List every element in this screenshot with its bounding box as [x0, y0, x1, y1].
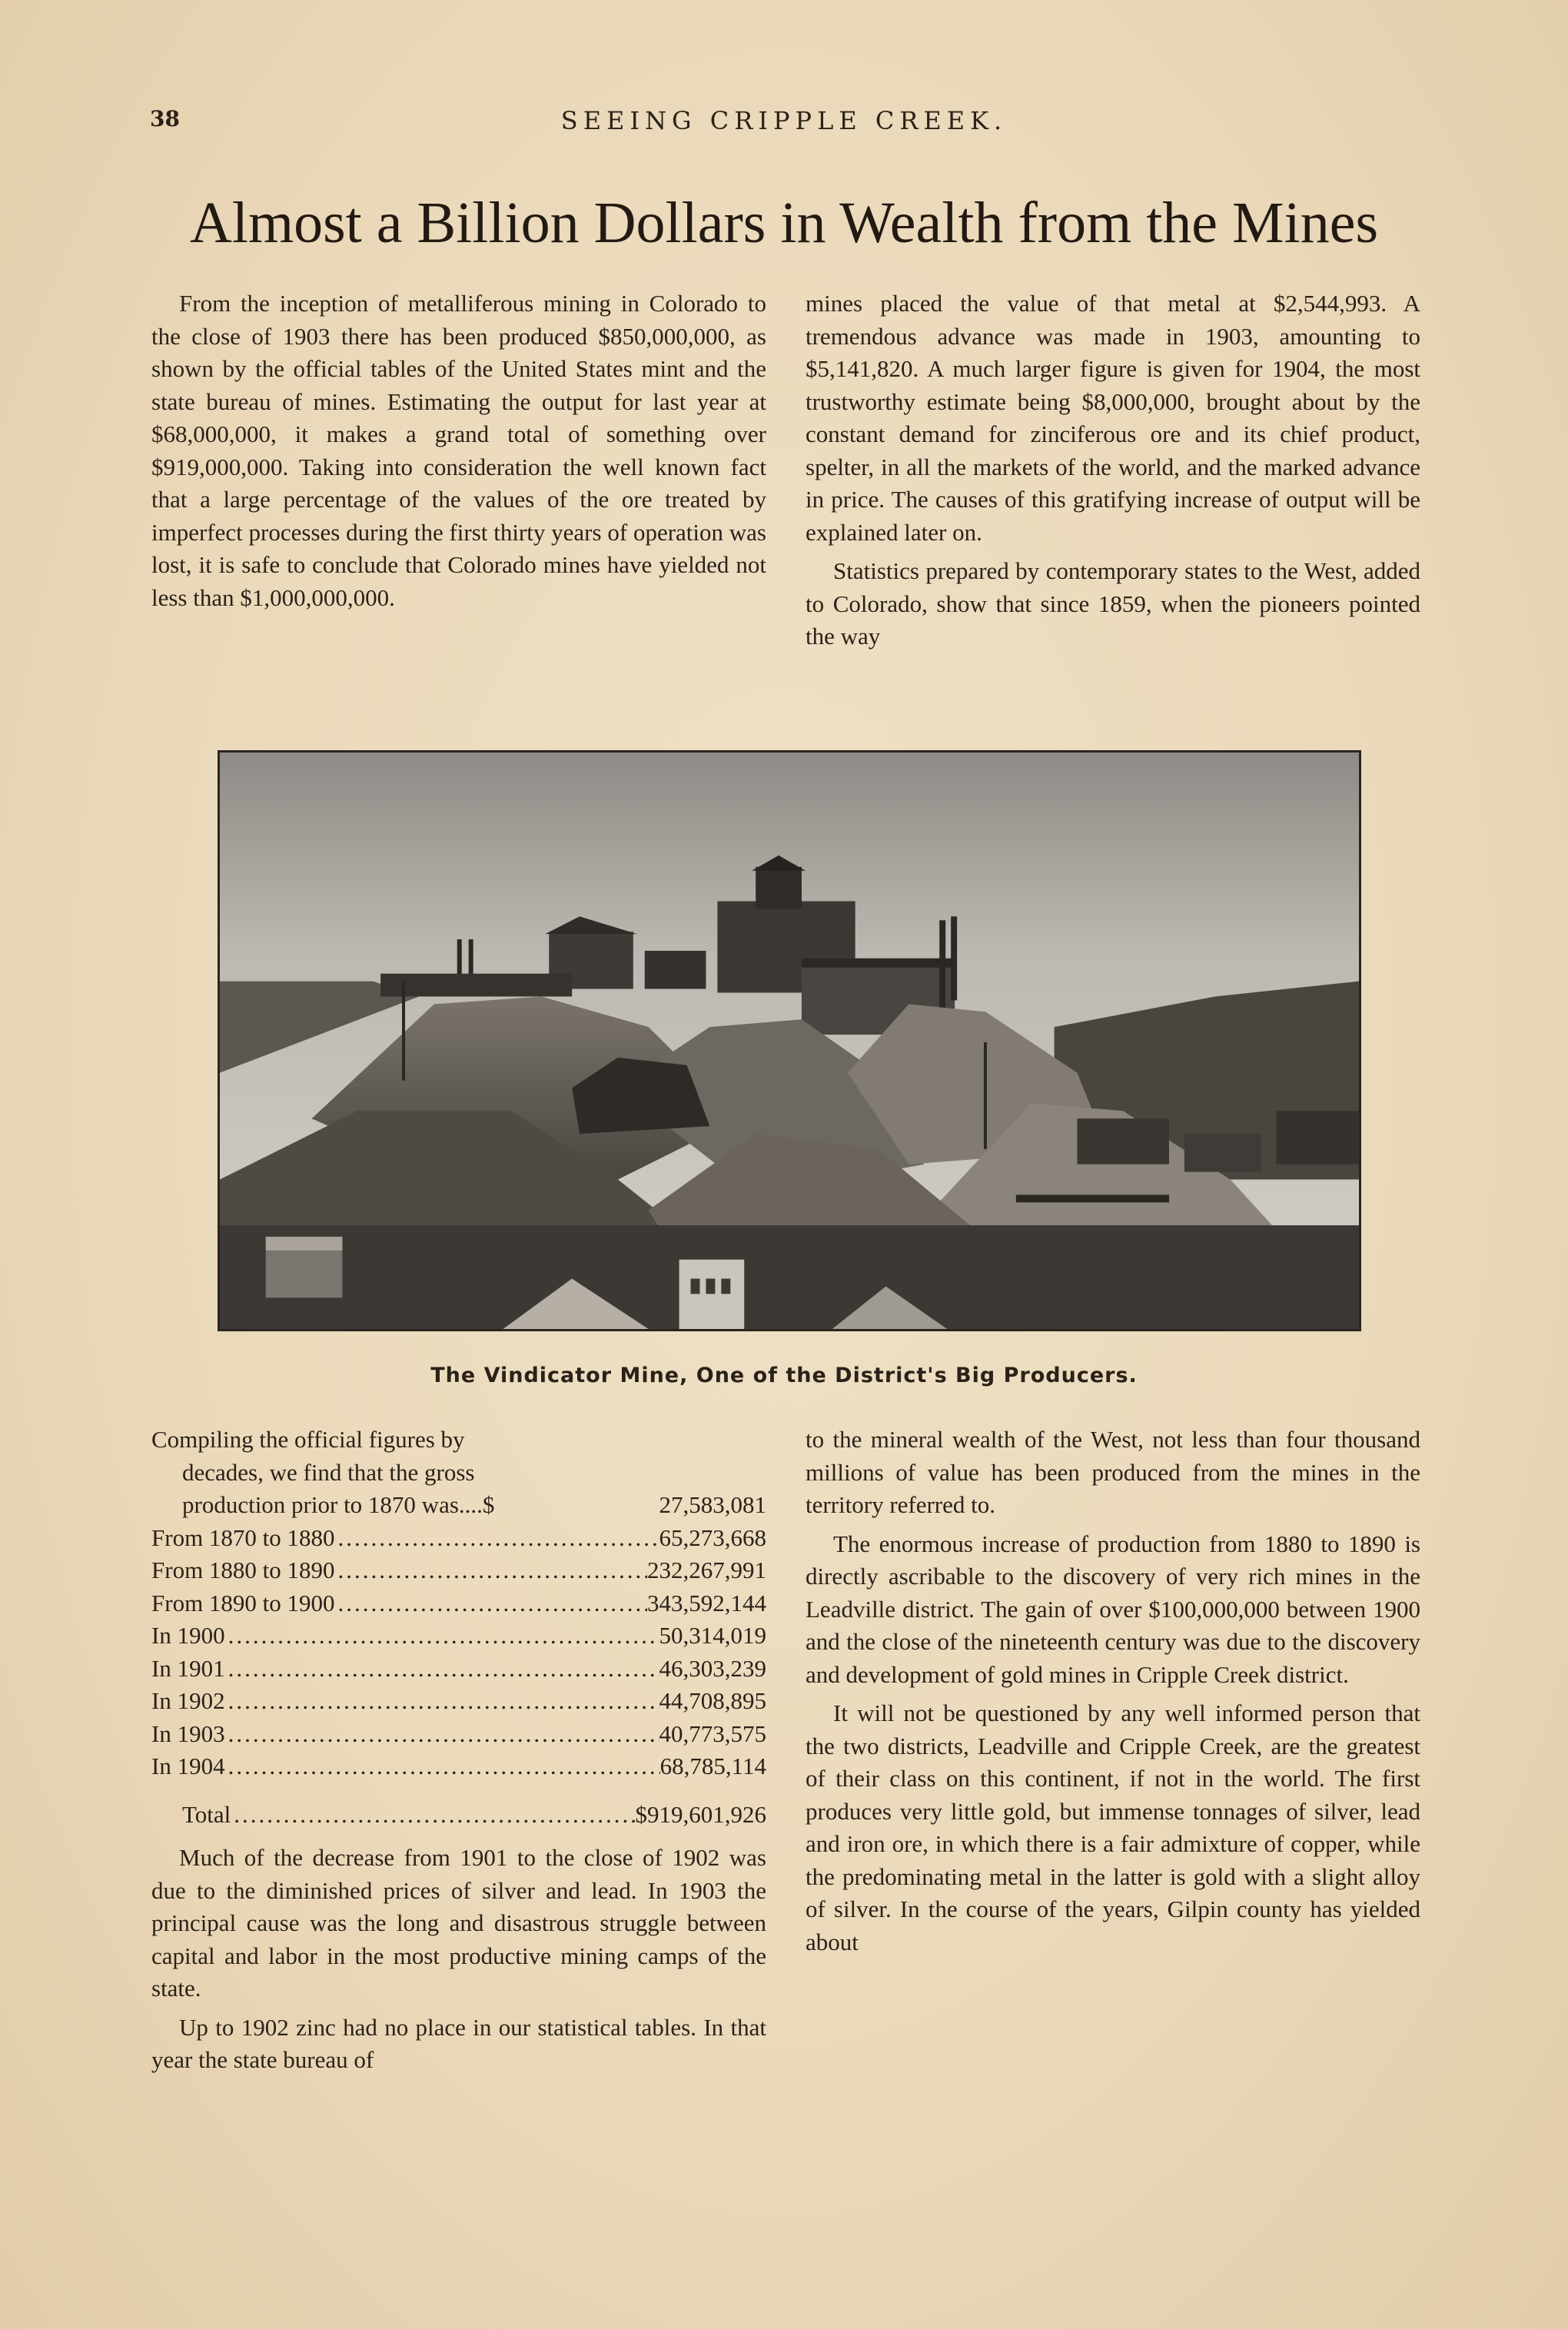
paragraph: Up to 1902 zinc had no place in our statistical tables. In that year the state bureau of — [151, 2013, 766, 2073]
table-row — [151, 1718, 766, 1751]
top-right-column — [806, 287, 1420, 653]
row-label: In 1902 — [151, 1687, 225, 1714]
paragraph: The enormous increase of production from 1880 to 1890 is directly ascribable to the discovery of very rich mines in the Leadville district. The gain of over $100,000,000 between 1900 and the close of the nineteenth century was due to the discovery and development of gold mines in Cripple Creek district. — [806, 1530, 1420, 1688]
running-title: SEEING CRIPPLE CREEK. — [560, 106, 1008, 135]
bottom-right-column — [806, 1424, 1420, 1959]
running-head — [150, 106, 1418, 145]
row-label: production prior to 1870 was....$ — [182, 1491, 495, 1518]
table-row — [151, 1620, 766, 1653]
row-value: 68,785,114 — [659, 1753, 766, 1779]
paragraph: From the inception of metalliferous mining in Colorado to the close of 1903 there has been produced $850,000,000, as shown by the official tables of the United States mint and the state bureau of mines. Estimating the output for last year at $68,000,000, it makes a grand total of something over $919,000,000. Taking into consideration the well known fact that a large percentage of the values of the ore treated by imperfect processes during the first thirty years of operation was lost, it is safe to conclude that Colorado mines have yielded not less than $1,000,000,000. — [151, 290, 766, 611]
table-row — [151, 1554, 766, 1587]
table-intro-line: decades, we find that the gross — [182, 1458, 475, 1486]
table-row — [151, 1587, 766, 1620]
paragraph: Much of the decrease from 1901 to the close of 1902 was due to the diminished prices of silver and lead. In 1903 the principal cause was the long and disastrous struggle between capital and labor in the most productive mining camps of the state. — [151, 1844, 766, 2002]
table-row — [151, 1522, 766, 1555]
table-intro-line: Compiling the official figures by — [151, 1426, 465, 1453]
row-value: 65,273,668 — [659, 1523, 766, 1551]
row-label: In 1900 — [151, 1622, 225, 1649]
table-row — [151, 1653, 766, 1686]
table-row — [151, 1750, 766, 1783]
leader-dots — [335, 1522, 659, 1555]
vindicator-mine-photo — [218, 750, 1361, 1331]
row-value: 50,314,019 — [659, 1622, 766, 1649]
leader-dots — [225, 1653, 659, 1686]
row-value: 343,592,144 — [647, 1589, 766, 1616]
bottom-left-column — [151, 1424, 766, 2077]
table-row — [151, 1489, 766, 1522]
top-left-column — [151, 287, 766, 614]
table-row — [151, 1685, 766, 1718]
leader-dots — [225, 1685, 659, 1718]
paragraph: Statistics prepared by contemporary states to the West, added to Colorado, show that since 1859, when the pioneers pointed the way — [806, 557, 1420, 650]
leader-dots — [225, 1750, 660, 1783]
row-label: In 1903 — [151, 1719, 225, 1747]
paragraph: It will not be questioned by any well informed person that the two districts, Leadville and Cripple Creek, are the greatest of their class on this continent, if not in the world. The first produces very little gold, but immense tonnages of silver, lead and iron ore, in which there is a fair admixture of copper, while the predominating metal in the latter is gold with a slight alloy of silver. In the course of the years, Gilpin county has yielded about — [806, 1699, 1420, 1955]
production-table — [151, 1424, 766, 1831]
row-label: In 1901 — [151, 1654, 225, 1682]
leader-dots — [225, 1620, 659, 1653]
leader-dots — [231, 1799, 635, 1832]
row-value: 232,267,991 — [647, 1557, 766, 1583]
total-label: Total — [182, 1800, 231, 1828]
table-total-row — [151, 1799, 766, 1832]
photo-caption: The Vindicator Mine, One of the District's Big Producers. — [430, 1364, 1138, 1387]
paragraph: mines placed the value of that metal at $2,544,993. A tremendous advance was made in 1903, amounting to $5,141,820. A much larger figure is given for 1904, the most trustworthy estimate being $8,000,000, brought about by the constant demand for zinciferous ore and its chief product, spelter, in all the markets of the world, and the marked advance in price. The causes of this gratifying increase of output will be explained later on. — [806, 290, 1420, 546]
page-number: 38 — [150, 106, 180, 131]
leader-dots — [335, 1554, 647, 1587]
total-value: $919,601,926 — [635, 1800, 766, 1828]
mine-photo-illustration — [220, 753, 1359, 1329]
row-label: In 1904 — [151, 1753, 225, 1779]
row-label: From 1880 to 1890 — [151, 1557, 335, 1583]
paragraph: to the mineral wealth of the West, not less than four thousand millions of value has been produced from the mines in the territory referred to. — [806, 1426, 1420, 1518]
row-value: 40,773,575 — [659, 1719, 766, 1747]
leader-dots — [335, 1587, 647, 1620]
leader-dots — [225, 1718, 659, 1751]
row-value: 27,583,081 — [659, 1491, 766, 1518]
row-label: From 1870 to 1880 — [151, 1523, 335, 1551]
row-value: 46,303,239 — [659, 1654, 766, 1682]
article-headline: Almost a Billion Dollars in Wealth from the Mines — [189, 191, 1379, 255]
row-value: 44,708,895 — [659, 1687, 766, 1714]
row-label: From 1890 to 1900 — [151, 1589, 335, 1616]
